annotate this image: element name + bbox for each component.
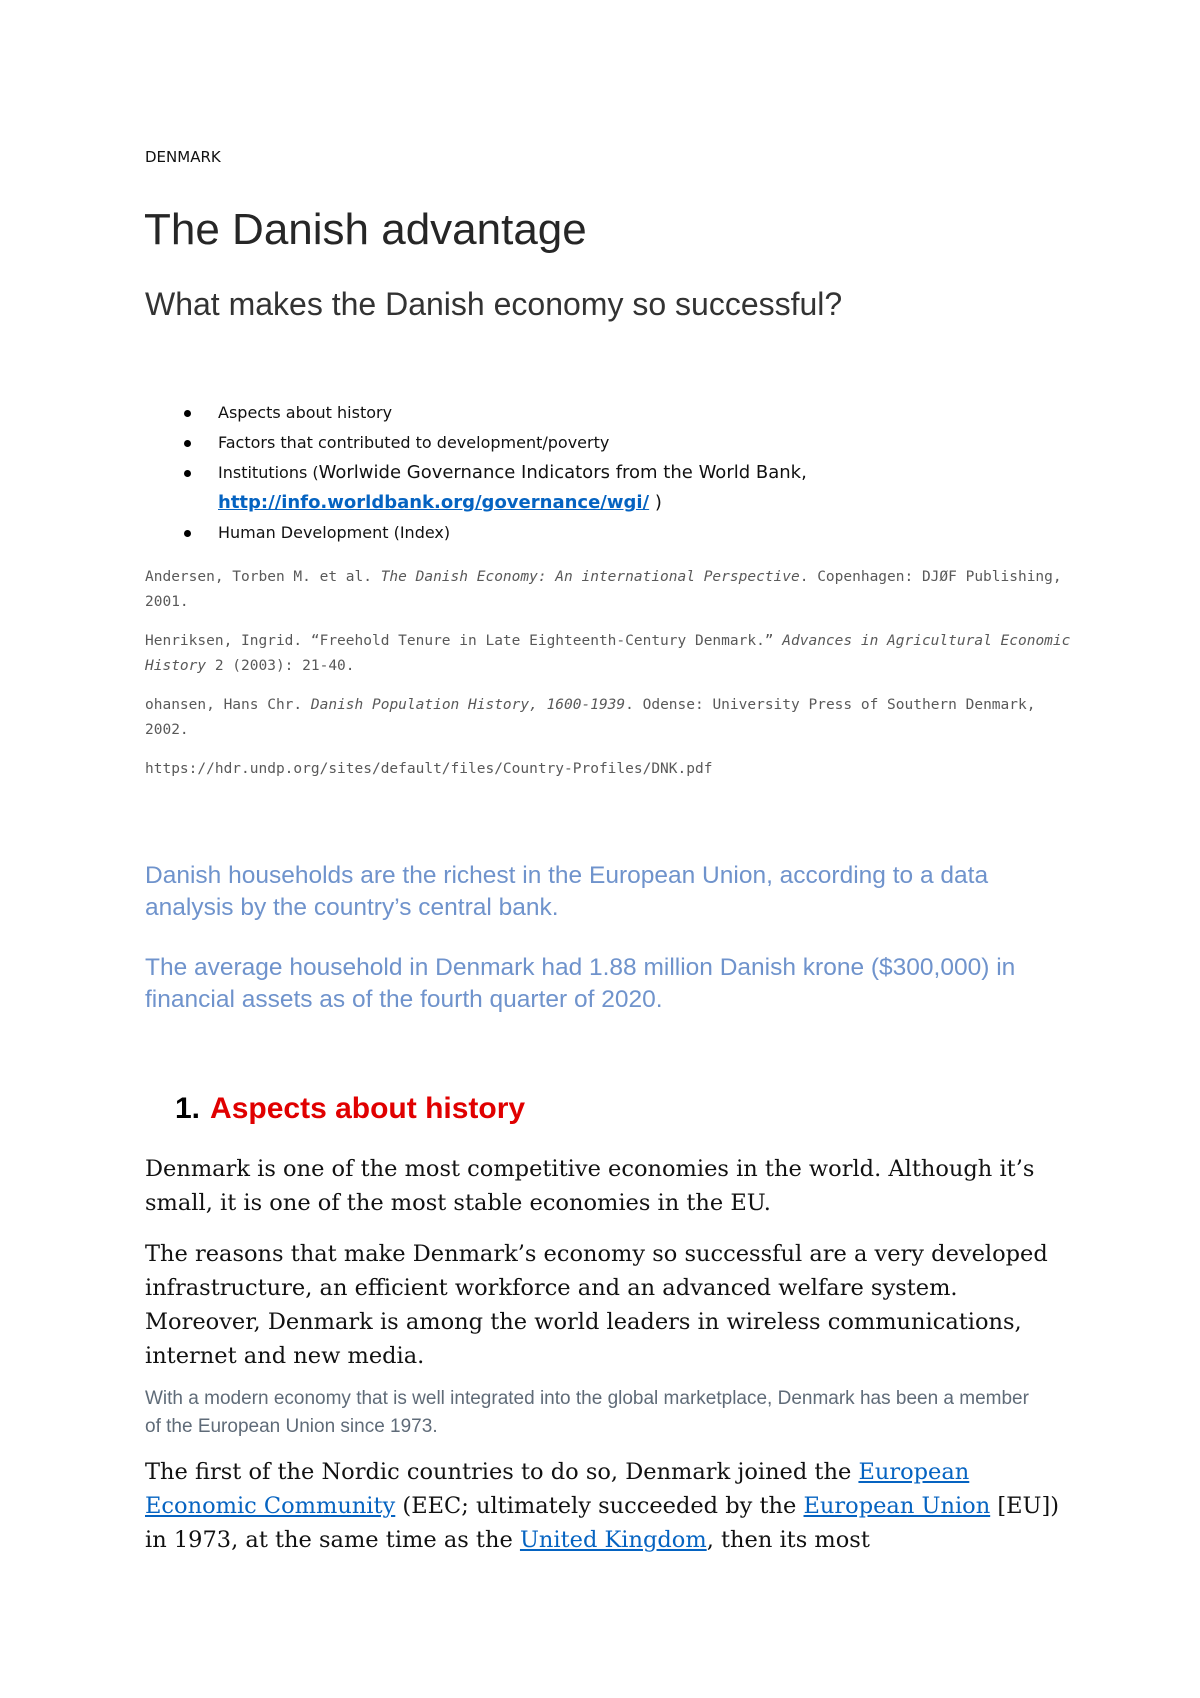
reference-item [145,565,1075,615]
list-item [175,458,1075,518]
list-item-label: Institutions ( [218,463,319,482]
reference-publisher: 2 (2003): 21-40. [206,658,355,674]
body-paragraph: Denmark is one of the most competitive economies in the world. Although it’s small, it is one of the most stable economies in the EU. [145,1156,1035,1216]
list-item-suffix: ) [649,492,662,513]
reference-author: ohansen, Hans Chr. [145,697,311,713]
topic-list [175,398,1075,548]
reference-list [145,565,1075,796]
reference-title: Advances in Agricultural Economic History [145,633,1071,674]
highlight-quote: The average household in Denmark had 1.88 million Danish krone ($300,000) in financial assets as of the fourth quarter of 2020. [145,954,1016,1013]
section-title: Aspects about history [210,1092,526,1125]
paragraph-text: [EU]) in 1973, at the same time as the [145,1493,1060,1553]
eu-link[interactable]: European Union [803,1493,991,1519]
list-item-label: Aspects about history [218,403,393,422]
reference-item [145,629,1075,679]
reference-publisher: . Odense: University Press of Southern Denmark, 2002. [145,697,1036,738]
paragraph-text: , then its most [706,1527,870,1553]
reference-author: Andersen, Torben M. et al. [145,569,381,585]
body-paragraph [145,1455,1075,1557]
body-paragraph: The reasons that make Denmark’s economy so successful are a very developed infrastructure, an efficient workforce and an advanced welfare system. Moreover, Denmark is among the world leaders in wireless communications, internet and new media. [145,1241,1048,1369]
country-label: DENMARK [145,148,221,166]
section-number: 1. [175,1092,201,1125]
list-item [175,398,1075,428]
eec-link[interactable]: European Economic Community [145,1459,970,1519]
reference-publisher: . Copenhagen: DJØF Publishing, 2001. [145,569,1062,610]
section-heading [175,1090,525,1128]
reference-author: Henriksen, Ingrid. “Freehold Tenure in Late Eighteenth-Century Denmark.” [145,633,783,649]
reference-title: The Danish Economy: An international Perspective [380,569,800,585]
list-item-detail: Worlwide Governance Indicators from the World Bank, [318,462,807,483]
reference-title: Danish Population History, 1600-1939 [310,697,626,713]
list-item-label: Factors that contributed to development/poverty [218,433,610,452]
summary-note: With a modern economy that is well integrated into the global marketplace, Denmark has been a member of the European Union since 1973. [145,1388,1029,1437]
list-item [175,428,1075,458]
list-item-label: Human Development (Index) [218,523,451,542]
page-title: The Danish advantage [144,205,587,254]
reference-item [145,693,1075,743]
reference-url: https://hdr.undp.org/sites/default/files/Country-Profiles/DNK.pdf [145,761,713,777]
highlight-quote: Danish households are the richest in the European Union, according to a data analysis by the country’s central bank. [145,862,989,921]
worldbank-wgi-link[interactable]: http://info.worldbank.org/governance/wgi/ [218,492,650,513]
page-subtitle: What makes the Danish economy so successful? [145,286,843,322]
paragraph-text: The first of the Nordic countries to do so, Denmark joined the [145,1459,859,1485]
paragraph-text: (EEC; ultimately succeeded by the [395,1493,804,1519]
list-item [175,518,1075,548]
uk-link[interactable]: United Kingdom [519,1527,707,1553]
